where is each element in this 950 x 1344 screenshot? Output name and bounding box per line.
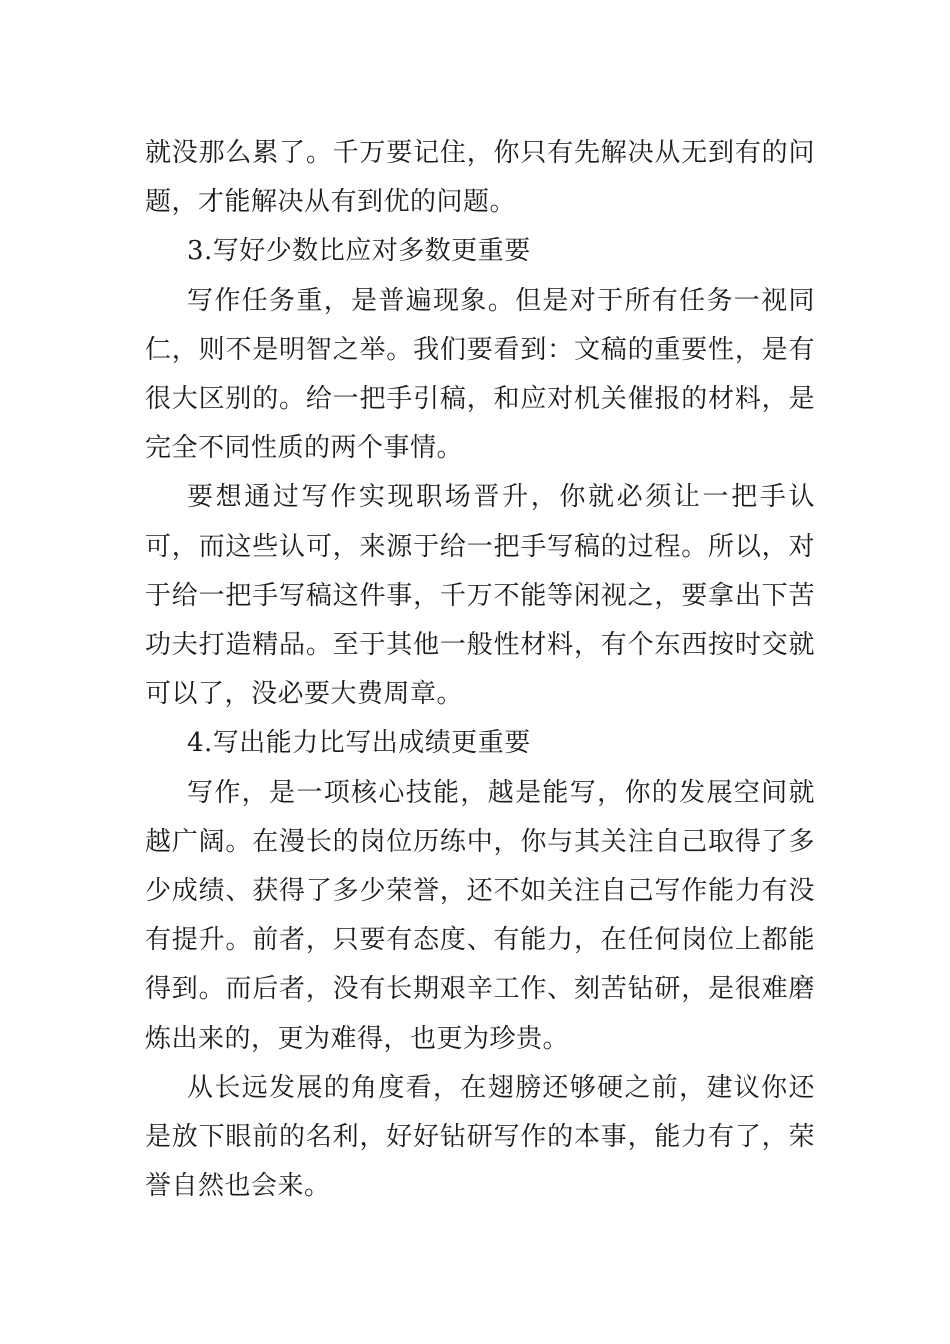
paragraph: 写作，是一项核心技能，越是能写，你的发展空间就越广阔。在漫长的岗位历练中，你与其关注自己取得了多少成绩、获得了多少荣誉，还不如关注自己写作能力有没有提升。前者，只要有态度、有能力，在任何岗位上都能得到。而后者，没有长期艰辛工作、刻苦钻研，是很难磨炼出来的，更为难得，也更为珍贵。 [145, 777, 815, 1054]
paragraph-continuation: 就没那么累了。千万要记住，你只有先解决从无到有的问题，才能解决从有到优的问题。 [145, 138, 815, 218]
paragraph: 从长远发展的角度看，在翅膀还够硬之前，建议你还是放下眼前的名利，好好钻研写作的本事，能力有了，荣誉自然也会来。 [145, 1072, 815, 1202]
section-heading-4: 4.写出能力比写出成绩更重要 [187, 728, 531, 759]
section-heading-3: 3.写好少数比应对多数更重要 [187, 236, 531, 267]
paragraph: 写作任务重，是普遍现象。但是对于所有任务一视同仁，则不是明智之举。我们要看到：文稿的重要性，是有很大区别的。给一把手引稿，和应对机关催报的材料，是完全不同性质的两个事情。 [145, 285, 815, 464]
document-body [145, 129, 815, 1211]
paragraph: 要想通过写作实现职场晋升，你就必须让一把手认可，而这些认可，来源于给一把手写稿的过程。所以，对于给一把手写稿这件事，千万不能等闲视之，要拿出下苦功夫打造精品。至于其他一般性材料，有个东西按时交就可以了，没必要大费周章。 [145, 482, 815, 710]
